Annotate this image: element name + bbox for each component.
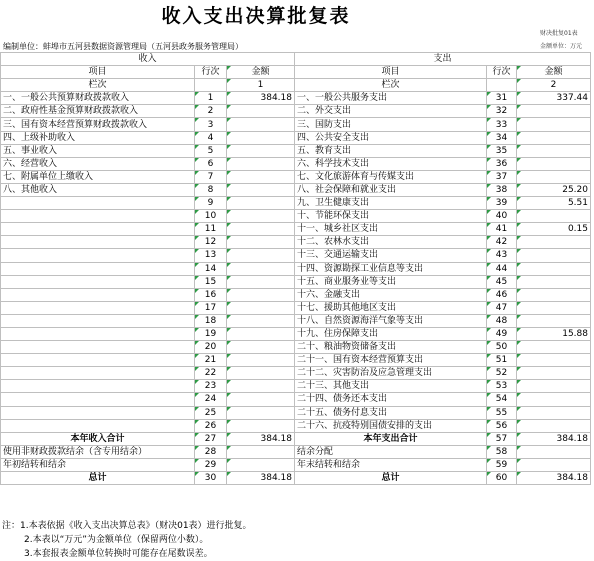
expense-row-number: 53	[487, 380, 517, 393]
expense-amount-cell	[517, 262, 591, 275]
table-row	[1, 406, 591, 419]
income-amount-cell	[227, 131, 295, 144]
table-row	[1, 183, 591, 196]
table-row	[1, 314, 591, 327]
expense-total-row-number: 57	[487, 432, 517, 445]
income-row-number: 19	[195, 327, 227, 340]
income-amount-cell	[227, 197, 295, 210]
table-row	[1, 92, 591, 105]
income-item-cell	[1, 419, 195, 432]
expense-amount-cell	[517, 393, 591, 406]
expense-amount-cell	[517, 314, 591, 327]
expense-amount-cell	[517, 157, 591, 170]
income-row-number: 11	[195, 223, 227, 236]
expense-item-cell: 十六、金融支出	[295, 288, 487, 301]
income-item-cell	[1, 341, 195, 354]
income-total-label: 使用非财政拨款结余（含专用结余）	[1, 445, 195, 458]
table-row	[1, 262, 591, 275]
income-item-cell	[1, 367, 195, 380]
income-amount-cell	[227, 118, 295, 131]
expense-item-header: 项目	[295, 66, 487, 79]
table-row	[1, 118, 591, 131]
income-amount-cell	[227, 301, 295, 314]
expense-amount-cell	[517, 367, 591, 380]
expense-item-cell: 九、卫生健康支出	[295, 197, 487, 210]
expense-amount-cell	[517, 210, 591, 223]
expense-amount-cell	[517, 144, 591, 157]
amount-unit: 金额单位：万元	[540, 43, 583, 50]
expense-total-row-number: 58	[487, 445, 517, 458]
expense-row-number: 34	[487, 131, 517, 144]
expense-amount-cell	[517, 288, 591, 301]
income-amount-cell	[227, 170, 295, 183]
income-item-cell	[1, 354, 195, 367]
table-row	[1, 144, 591, 157]
income-total-label: 本年收入合计	[1, 432, 195, 445]
table-row	[1, 301, 591, 314]
expense-amount-cell	[517, 249, 591, 262]
expense-total-label: 总计	[295, 472, 487, 485]
footnote-3: 3.本套报表金额单位转换时可能存在尾数误差。	[24, 549, 213, 559]
income-item-cell	[1, 210, 195, 223]
income-amount-cell	[227, 341, 295, 354]
expense-row-number: 37	[487, 170, 517, 183]
income-item-cell	[1, 301, 195, 314]
total-row	[1, 458, 591, 471]
income-row-number: 18	[195, 314, 227, 327]
table-row	[1, 170, 591, 183]
income-row-number: 10	[195, 210, 227, 223]
income-row-number: 23	[195, 380, 227, 393]
expense-row-number: 54	[487, 393, 517, 406]
income-total-amount	[227, 458, 295, 471]
table-row	[1, 157, 591, 170]
expense-row-number: 31	[487, 92, 517, 105]
expense-item-cell: 十五、商业服务业等支出	[295, 275, 487, 288]
expense-item-cell: 十二、农林水支出	[295, 236, 487, 249]
expense-item-cell: 二十四、债务还本支出	[295, 393, 487, 406]
income-item-header: 项目	[1, 66, 195, 79]
table-row	[1, 354, 591, 367]
income-amount-header: 金额	[227, 66, 295, 79]
expense-item-cell: 十四、资源勘探工业信息等支出	[295, 262, 487, 275]
expense-row-number: 51	[487, 354, 517, 367]
table-row	[1, 210, 591, 223]
expense-item-cell: 十一、城乡社区支出	[295, 223, 487, 236]
income-item-cell	[1, 249, 195, 262]
expense-row-number: 40	[487, 210, 517, 223]
income-total-amount	[227, 445, 295, 458]
expense-total-label: 本年支出合计	[295, 432, 487, 445]
expense-item-cell: 二十二、灾害防治及应急管理支出	[295, 367, 487, 380]
expense-row-number: 49	[487, 327, 517, 340]
income-item-cell	[1, 406, 195, 419]
expense-row-number: 41	[487, 223, 517, 236]
expense-row-number: 47	[487, 301, 517, 314]
expense-row-number: 45	[487, 275, 517, 288]
income-row-number: 8	[195, 183, 227, 196]
income-amount-cell: 384.18	[227, 92, 295, 105]
expense-item-cell: 五、教育支出	[295, 144, 487, 157]
expense-lanci-label: 栏次	[295, 79, 487, 92]
income-amount-cell	[227, 183, 295, 196]
table-row	[1, 236, 591, 249]
income-amount-cell	[227, 157, 295, 170]
income-amount-cell	[227, 327, 295, 340]
income-total-row-number: 30	[195, 472, 227, 485]
expense-row-number: 44	[487, 262, 517, 275]
income-item-cell: 五、事业收入	[1, 144, 195, 157]
expense-item-cell: 二十三、其他支出	[295, 380, 487, 393]
expense-total-label: 年末结转和结余	[295, 458, 487, 471]
expense-item-cell: 二十一、国有资本经营预算支出	[295, 354, 487, 367]
expense-row-number: 52	[487, 367, 517, 380]
income-amount-cell	[227, 249, 295, 262]
expense-total-amount	[517, 445, 591, 458]
expense-amount-cell	[517, 275, 591, 288]
income-amount-cell	[227, 275, 295, 288]
income-lanci-label: 栏次	[1, 79, 195, 92]
expense-lanci-blank	[487, 79, 517, 92]
income-item-cell: 三、国有资本经营预算财政拨款收入	[1, 118, 195, 131]
income-row-header: 行次	[195, 66, 227, 79]
expense-amount-cell	[517, 419, 591, 432]
expense-amount-header: 金额	[517, 66, 591, 79]
expense-item-cell: 十三、交通运输支出	[295, 249, 487, 262]
expense-item-cell: 十八、自然资源海洋气象等支出	[295, 314, 487, 327]
expense-total-row-number: 60	[487, 472, 517, 485]
income-lanci-blank	[195, 79, 227, 92]
expense-row-number: 50	[487, 341, 517, 354]
expense-amount-cell: 0.15	[517, 223, 591, 236]
table-row	[1, 419, 591, 432]
income-amount-cell	[227, 210, 295, 223]
income-row-number: 13	[195, 249, 227, 262]
expense-total-amount	[517, 458, 591, 471]
expense-row-number: 39	[487, 197, 517, 210]
table-row	[1, 131, 591, 144]
income-item-cell: 二、政府性基金预算财政拨款收入	[1, 105, 195, 118]
table-row	[1, 275, 591, 288]
expense-row-number: 35	[487, 144, 517, 157]
budget-table	[0, 52, 591, 485]
income-row-number: 2	[195, 105, 227, 118]
expense-item-cell: 十九、住房保障支出	[295, 327, 487, 340]
expense-item-cell: 四、公共安全支出	[295, 131, 487, 144]
footnote-1: 注：1.本表依据《收入支出决算总表》（财决01表）进行批复。	[2, 521, 252, 531]
income-row-number: 20	[195, 341, 227, 354]
expense-total-amount: 384.18	[517, 432, 591, 445]
income-amount-cell	[227, 314, 295, 327]
income-item-cell: 四、上级补助收入	[1, 131, 195, 144]
table-row	[1, 249, 591, 262]
expense-amount-cell: 5.51	[517, 197, 591, 210]
income-amount-cell	[227, 105, 295, 118]
table-row	[1, 327, 591, 340]
expense-amount-cell	[517, 354, 591, 367]
income-row-number: 21	[195, 354, 227, 367]
expense-amount-cell	[517, 236, 591, 249]
expense-amount-cell	[517, 301, 591, 314]
organization-label: 编制单位：蚌埠市五河县数据资源管理局（五河县政务服务管理局）	[3, 42, 243, 51]
income-lanci-number: 1	[227, 79, 295, 92]
income-item-cell	[1, 327, 195, 340]
income-total-row-number: 29	[195, 458, 227, 471]
income-row-number: 12	[195, 236, 227, 249]
expense-total-label: 结余分配	[295, 445, 487, 458]
income-row-number: 24	[195, 393, 227, 406]
income-amount-cell	[227, 393, 295, 406]
income-total-row-number: 28	[195, 445, 227, 458]
income-amount-cell	[227, 144, 295, 157]
expense-amount-cell	[517, 341, 591, 354]
income-total-amount: 384.18	[227, 432, 295, 445]
expense-row-number: 55	[487, 406, 517, 419]
income-row-number: 5	[195, 144, 227, 157]
expense-row-number: 42	[487, 236, 517, 249]
expense-amount-cell: 15.88	[517, 327, 591, 340]
income-item-cell	[1, 380, 195, 393]
total-row	[1, 445, 591, 458]
table-row	[1, 367, 591, 380]
expense-item-cell: 六、科学技术支出	[295, 157, 487, 170]
income-section-header: 收入	[1, 53, 295, 66]
income-row-number: 15	[195, 275, 227, 288]
expense-section-header: 支出	[295, 53, 591, 66]
expense-total-row-number: 59	[487, 458, 517, 471]
expense-row-number: 43	[487, 249, 517, 262]
table-row	[1, 288, 591, 301]
income-row-number: 4	[195, 131, 227, 144]
expense-item-cell: 二、外交支出	[295, 105, 487, 118]
income-total-row-number: 27	[195, 432, 227, 445]
expense-amount-cell	[517, 406, 591, 419]
expense-total-amount: 384.18	[517, 472, 591, 485]
expense-item-cell: 十七、援助其他地区支出	[295, 301, 487, 314]
expense-amount-cell	[517, 105, 591, 118]
income-amount-cell	[227, 419, 295, 432]
footnote-2: 2.本表以“万元”为金额单位（保留两位小数）。	[24, 535, 209, 545]
income-total-amount: 384.18	[227, 472, 295, 485]
income-item-cell	[1, 236, 195, 249]
income-row-number: 22	[195, 367, 227, 380]
income-row-number: 26	[195, 419, 227, 432]
income-row-number: 6	[195, 157, 227, 170]
income-row-number: 17	[195, 301, 227, 314]
income-amount-cell	[227, 223, 295, 236]
income-item-cell	[1, 314, 195, 327]
total-row	[1, 432, 591, 445]
income-item-cell: 一、一般公共预算财政拨款收入	[1, 92, 195, 105]
income-amount-cell	[227, 236, 295, 249]
table-row	[1, 393, 591, 406]
expense-amount-cell	[517, 131, 591, 144]
report-title: 收入支出决算批复表	[161, 5, 351, 27]
expense-amount-cell: 25.20	[517, 183, 591, 196]
income-row-number: 9	[195, 197, 227, 210]
income-item-cell	[1, 275, 195, 288]
expense-amount-cell	[517, 118, 591, 131]
expense-lanci-number: 2	[517, 79, 591, 92]
income-item-cell: 六、经营收入	[1, 157, 195, 170]
income-amount-cell	[227, 367, 295, 380]
income-row-number: 7	[195, 170, 227, 183]
income-item-cell	[1, 262, 195, 275]
total-row	[1, 472, 591, 485]
expense-item-cell: 八、社会保障和就业支出	[295, 183, 487, 196]
expense-amount-cell	[517, 170, 591, 183]
income-row-number: 14	[195, 262, 227, 275]
expense-row-number: 46	[487, 288, 517, 301]
expense-row-number: 32	[487, 105, 517, 118]
income-item-cell: 七、附属单位上缴收入	[1, 170, 195, 183]
expense-item-cell: 七、文化旅游体育与传媒支出	[295, 170, 487, 183]
table-row	[1, 105, 591, 118]
expense-item-cell: 十、节能环保支出	[295, 210, 487, 223]
footnotes	[2, 519, 252, 561]
table-row	[1, 197, 591, 210]
expense-amount-cell: 337.44	[517, 92, 591, 105]
income-row-number: 3	[195, 118, 227, 131]
income-row-number: 25	[195, 406, 227, 419]
income-amount-cell	[227, 262, 295, 275]
expense-row-number: 38	[487, 183, 517, 196]
table-row	[1, 341, 591, 354]
income-amount-cell	[227, 406, 295, 419]
income-amount-cell	[227, 354, 295, 367]
income-total-label: 年初结转和结余	[1, 458, 195, 471]
expense-item-cell: 三、国防支出	[295, 118, 487, 131]
expense-row-header: 行次	[487, 66, 517, 79]
expense-row-number: 33	[487, 118, 517, 131]
expense-item-cell: 二十、粮油物资储备支出	[295, 341, 487, 354]
income-amount-cell	[227, 380, 295, 393]
table-row	[1, 223, 591, 236]
income-row-number: 1	[195, 92, 227, 105]
income-amount-cell	[227, 288, 295, 301]
form-number: 财决批复01表	[540, 30, 578, 37]
income-total-label: 总计	[1, 472, 195, 485]
income-item-cell	[1, 393, 195, 406]
income-item-cell	[1, 197, 195, 210]
income-item-cell	[1, 288, 195, 301]
expense-item-cell: 二十六、抗疫特别国债安排的支出	[295, 419, 487, 432]
expense-row-number: 48	[487, 314, 517, 327]
expense-amount-cell	[517, 380, 591, 393]
expense-item-cell: 一、一般公共服务支出	[295, 92, 487, 105]
expense-item-cell: 二十五、债务付息支出	[295, 406, 487, 419]
income-row-number: 16	[195, 288, 227, 301]
income-item-cell: 八、其他收入	[1, 183, 195, 196]
table-row	[1, 380, 591, 393]
income-item-cell	[1, 223, 195, 236]
expense-row-number: 36	[487, 157, 517, 170]
expense-row-number: 56	[487, 419, 517, 432]
